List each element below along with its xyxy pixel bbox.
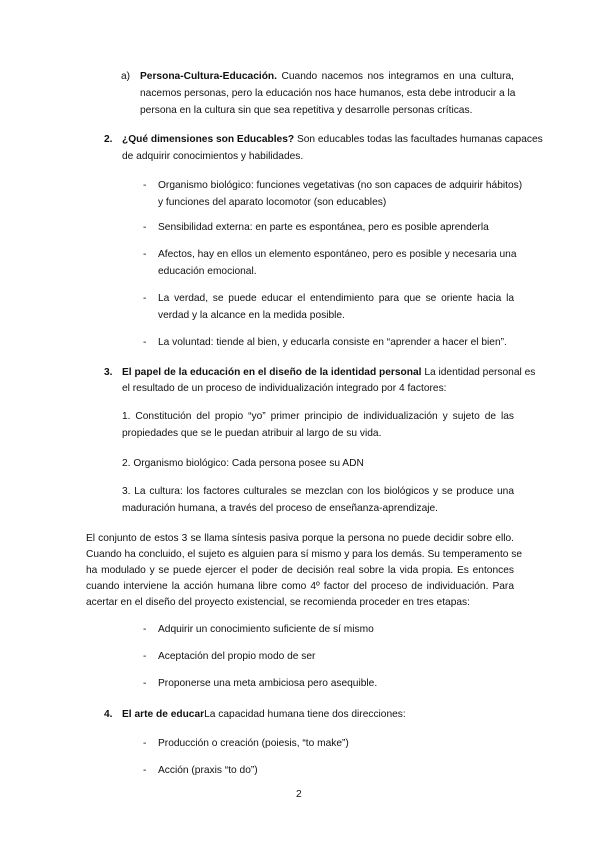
bullet-dash: -	[143, 624, 147, 635]
section-2-number: 2.	[104, 134, 113, 145]
bullet-dash: -	[143, 738, 147, 749]
bullet-dash: -	[143, 222, 147, 233]
section-4-number: 4.	[104, 709, 113, 720]
paragraph-line-5: acertar en el diseño del proyecto existencial, se recomienda proceder en tres etapas:	[86, 597, 470, 608]
bullet-dash: -	[143, 293, 147, 304]
section-4-title: El arte de educar	[122, 709, 205, 720]
bullet-afectos-line-2: educación emocional.	[158, 266, 257, 277]
bullet-sensibilidad: Sensibilidad externa: en parte es espontánea, pero es posible aprenderla	[158, 222, 489, 233]
bullet-organismo-line-2: y funciones del aparato locomotor (son educables)	[158, 197, 387, 208]
bullet-organismo-line-1: Organismo biológico: funciones vegetativas (no son capaces de adquirir hábitos)	[158, 180, 523, 191]
section-2-line-1: ¿Qué dimensiones son Educables? Son educables todas las facultades humanas capaces	[122, 134, 543, 145]
factor-3-line-1: 3. La cultura: los factores culturales se mezclan con los biológicos y se produce una	[122, 486, 514, 497]
bullet-afectos-line-1: Afectos, hay en ellos un elemento espontáneo, pero es posible y necesaria una	[158, 249, 517, 260]
section-4-bullet-1: Producción o creación (poiesis, “to make”)	[158, 738, 349, 749]
section-2-title: ¿Qué dimensiones son Educables?	[122, 134, 295, 145]
section-a-line-2: nacemos personas, pero la educación nos hace humanos, esta debe introducir a la	[140, 88, 516, 99]
factor-1-line-2: propiedades que se le puedan atribuir al largo de su vida.	[122, 428, 382, 439]
stage-3: Proponerse una meta ambiciosa pero asequible.	[158, 678, 378, 689]
bullet-dash: -	[143, 765, 147, 776]
paragraph-line-1: El conjunto de estos 3 se llama síntesis pasiva porque la persona no puede decidir sobre ello.	[86, 533, 514, 544]
section-2-line-2: de adquirir conocimientos y habilidades.	[122, 151, 304, 162]
bullet-verdad-line-1: La verdad, se puede educar el entendimiento para que se oriente hacia la	[158, 293, 514, 304]
paragraph-line-4: cuando interviene la acción humana libre como 4º factor del proceso de individuación. Para	[86, 581, 514, 592]
stage-2: Aceptación del propio modo de ser	[158, 651, 316, 662]
bullet-dash: -	[143, 337, 147, 348]
section-a-title: Persona-Cultura-Educación.	[140, 71, 277, 82]
stage-1: Adquirir un conocimiento suficiente de sí mismo	[158, 624, 374, 635]
section-4-line-1: El arte de educarLa capacidad humana tiene dos direcciones:	[122, 709, 406, 720]
paragraph-line-2: Cuando ha concluido, el sujeto es alguien para sí mismo y para los demás. Su temperamento se	[86, 549, 523, 560]
section-a-line-1: Persona-Cultura-Educación. Cuando nacemos nos integramos en una cultura,	[140, 71, 514, 82]
bullet-verdad-line-2: verdad y la alcance en la medida posible.	[158, 310, 345, 321]
bullet-dash: -	[143, 180, 147, 191]
section-3-line-1: El papel de la educación en el diseño de la identidad personal La identidad personal es	[122, 367, 536, 378]
bullet-dash: -	[143, 249, 147, 260]
factor-1-line-1: 1. Constitución del propio “yo” primer principio de individualización y sujeto de las	[122, 411, 514, 422]
bullet-dash: -	[143, 678, 147, 689]
paragraph-line-3: ha modulado y se puede ejercer el poder de decisión real sobre la vida propia. Es entonces	[86, 565, 514, 576]
section-a-line-3: persona en la cultura sin que sea repetitiva y desarrolle personas críticas.	[140, 105, 473, 116]
factor-3-line-2: maduración humana, a través del proceso de enseñanza-aprendizaje.	[122, 503, 439, 514]
section-4-bullet-2: Acción (praxis “to do”)	[158, 765, 258, 776]
bullet-voluntad: La voluntad: tiende al bien, y educarla consiste en “aprender a hacer el bien”.	[158, 337, 507, 348]
list-marker-a: a)	[121, 71, 131, 82]
bullet-dash: -	[143, 651, 147, 662]
factor-2: 2. Organismo biológico: Cada persona posee su ADN	[122, 458, 364, 469]
section-3-number: 3.	[104, 367, 113, 378]
section-3-title: El papel de la educación en el diseño de la identidad personal	[122, 367, 422, 378]
section-3-line-2: el resultado de un proceso de individualización integrado por 4 factores:	[122, 383, 447, 394]
page-number: 2	[296, 789, 302, 800]
